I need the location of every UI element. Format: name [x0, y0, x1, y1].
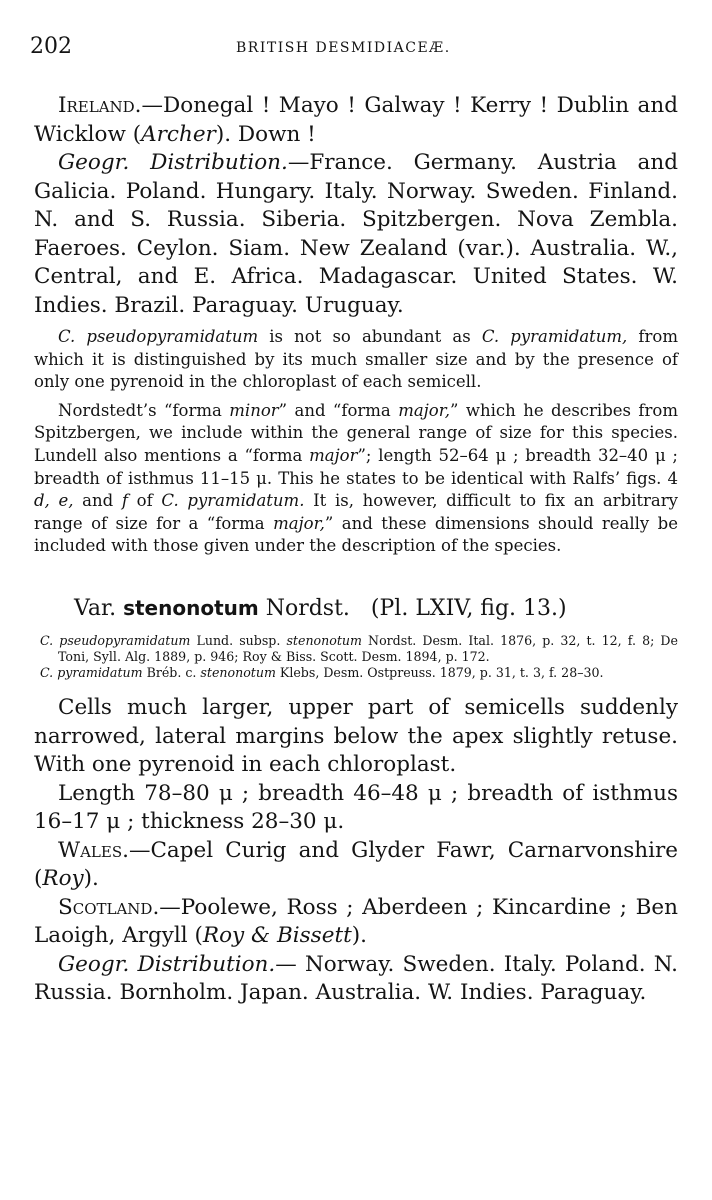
scotland-localities-end: ).	[351, 923, 367, 949]
geogr-label: Geogr. Distribution.	[58, 150, 288, 175]
page-number: 202	[30, 34, 72, 59]
forma-name: minor	[229, 400, 279, 420]
note-text: Nordstedt’s “forma	[58, 400, 230, 420]
scotland-distribution	[34, 894, 678, 951]
variety-author: Nordst.	[258, 595, 350, 621]
note-text: ” and “forma	[278, 400, 399, 420]
wales-distribution	[34, 837, 678, 894]
ireland-localities: —Donegal ! Mayo ! Galway ! Kerry ! Dublin and Wicklow (	[34, 93, 678, 147]
geographic-distribution-1	[34, 149, 678, 320]
synonym-2	[34, 665, 678, 681]
synonym-name: C. pseudopyramidatum	[40, 632, 191, 648]
synonym-1	[34, 633, 678, 665]
scotland-localities: —Poolewe, Ross ; Aberdeen ; Kincardine ; Ben Laoigh, Argyll (	[34, 894, 678, 949]
ireland-distribution	[34, 92, 678, 149]
synonym-citation: Klebs, Desm. Ostpreuss. 1879, p. 31, t. 3, f. 28–30.	[275, 664, 604, 680]
collector-roy-bissett: Roy & Bissett	[202, 923, 352, 949]
synonym-text: Lund. subsp.	[190, 632, 287, 648]
variety-name: stenonotum	[123, 595, 259, 620]
forma-name: major	[309, 445, 358, 465]
collector-roy: Roy	[42, 866, 84, 892]
collector-archer: Archer	[141, 121, 216, 147]
synonym-text: Bréb. c.	[142, 664, 201, 680]
note-text: is not so abundant as	[258, 327, 482, 346]
geogr-label: Geogr. Distribution.	[58, 951, 276, 977]
plate-reference: (Pl. LXIV, fig. 13.)	[370, 595, 567, 621]
scotland-label: Scotland.	[58, 894, 160, 920]
note-text: ”; length 52–64 μ ; breadth 32–40 μ ; breadth of isthmus 11–15 μ. This he states to be identical with Ralfs’ figs. 4	[34, 445, 678, 488]
forma-name: major,	[273, 513, 325, 533]
running-title: BRITISH DESMIDIACEÆ.	[236, 40, 451, 56]
variety-prefix: Var.	[74, 595, 124, 621]
page-header	[30, 34, 680, 64]
variety-measurements: Length 78–80 μ ; breadth 46–48 μ ; breadth of isthmus 16–17 μ ; thickness 28–30 μ.	[34, 780, 678, 835]
note-text: of	[128, 491, 162, 511]
ireland-label: Ireland.	[58, 93, 142, 118]
note-text: It is, however, difficult to fix an arbitrary range of size for a “forma	[34, 491, 678, 533]
synonym-subspecies: stenonotum	[286, 632, 362, 648]
synonym-citation: Nordst. Desm. Ital. 1876, p. 32, t. 12, f. 8; De Toni, Syll. Alg. 1889, p. 946; Roy & Biss. Scott. Desm. 1894, p. 172.	[58, 632, 678, 664]
geogr-text: — Norway. Sweden. Italy. Poland. N. Russia. Bornholm. Japan. Australia. W. Indies. Paraguay.	[34, 951, 678, 1006]
note-text: from which it is distinguished by its much smaller size and by the presence of only one pyrenoid in the chloroplast of each semicell.	[34, 327, 679, 392]
figure-letters: d, e,	[34, 491, 74, 511]
note-text: ” and these dimensions should really be included with those given under the description of the species.	[34, 513, 678, 556]
note-paragraph-2	[34, 400, 678, 558]
ireland-localities-end: ). Down !	[215, 121, 316, 147]
figure-letter: f	[121, 491, 128, 511]
page-body	[34, 92, 678, 1008]
species-name: C. pyramidatum,	[481, 327, 628, 346]
note-text: ” which he describes from Spitzbergen, we include within the general range of size for this species. Lundell also mentions a “forma	[34, 400, 678, 465]
wales-localities: —Capel Curig and Glyder Fawr, Carnarvonshire (	[34, 837, 678, 892]
synonym-name: C. pyramidatum	[40, 664, 143, 680]
variety-description: Cells much larger, upper part of semicells suddenly narrowed, lateral margins below the apex slightly retuse. With one pyrenoid in each chloroplast.	[34, 695, 678, 778]
geogr-text: —France. Germany. Austria and Galicia. Poland. Hungary. Italy. Norway. Sweden. Finland. N. and S. Russia. Siberia. Spitzbergen. Nova Zembla. Faeroes. Ceylon. Siam. New Zealand (var.). Australia. W., Central, and E. Africa. Madagascar. United States. W. Indies. Brazil. Paraguay. Uruguay.	[34, 150, 678, 318]
wales-localities-end: ).	[83, 866, 99, 892]
note-paragraph-1	[34, 326, 678, 394]
forma-name: major,	[398, 400, 451, 420]
synonym-subspecies: stenonotum	[200, 664, 276, 680]
variety-heading	[34, 594, 678, 623]
species-name: C. pyramidatum.	[161, 491, 305, 511]
geographic-distribution-2	[34, 951, 678, 1008]
species-name: C. pseudopyramidatum	[58, 327, 259, 346]
note-text: and	[73, 491, 122, 511]
wales-label: Wales.	[58, 837, 129, 863]
